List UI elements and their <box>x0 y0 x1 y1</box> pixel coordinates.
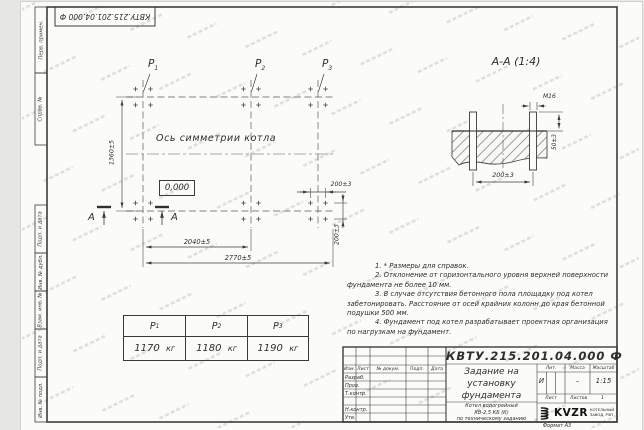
scale-value: 1:15 <box>595 377 612 385</box>
section-letter-right: А <box>171 212 178 223</box>
load-point-label-p2: $P_2$ <box>255 58 266 73</box>
title-block-doc-number: КВТУ.215.201.04.000 Ф <box>446 349 623 363</box>
dim-2770: 2770±5 <box>224 254 252 262</box>
side-cell-inv-podl: Инв. № подл. <box>38 381 45 418</box>
lit-value: И <box>538 377 545 385</box>
company-subtitle: КОТЕЛЬНЫЙ ЗАВОД, РЭП <box>589 408 615 417</box>
format-note: Формат А3 <box>542 423 572 429</box>
dim-50: 50±3 <box>552 134 558 150</box>
side-cell-inv-dubl: Инв. № дубл. <box>38 254 44 290</box>
col-izm: Изм. <box>344 366 355 372</box>
drawing-subtitle-line2: КВ-2,5 КБ (К) <box>474 409 509 416</box>
load-table-value-p2: 1180 кг <box>185 336 246 360</box>
notes-block <box>347 262 611 337</box>
drawing-title-line3: фундамента <box>461 391 522 401</box>
elevation-mark: 0,000 <box>159 180 195 196</box>
col-podp: Подп. <box>410 366 424 372</box>
note-3: 3. В случае отсутствия бетонного пола площадку под котел забетонировать. Расстояние от осей крайних колонн до края бетонной подушки 500 мм. <box>347 290 605 318</box>
dim-m16: M16 <box>543 93 556 100</box>
row-nkontr: Н.контр. <box>345 406 368 413</box>
load-point-label-p3: $P_3$ <box>322 58 333 73</box>
sheets-label: Листов <box>570 395 588 401</box>
dim-1360: 1360±5 <box>108 140 116 165</box>
side-cell-podp-data-2: Подп. и дата <box>38 335 44 371</box>
row-tkontr: Т.контр. <box>345 390 367 397</box>
kvzr-coil-icon <box>539 406 552 420</box>
section-letter-left: А <box>88 212 95 223</box>
col-list: Лист <box>357 366 369 372</box>
side-cell-podp-data-1: Подп. и дата <box>38 211 44 247</box>
load-table <box>123 315 309 361</box>
drawing-subtitle-line3: по техническому заданию <box>456 416 527 422</box>
note-4: 4. Фундамент под котел разрабатывает проектная организация по нагрузкам на фундамент. <box>347 318 608 336</box>
load-table-value-p3: 1190 кг <box>247 336 308 360</box>
col-docnum: № докум. <box>376 366 400 372</box>
side-cell-sprav-n: Справ. № <box>38 96 44 122</box>
drawing-title-line1: Задание на <box>464 367 519 377</box>
row-prov: Пров. <box>345 382 360 389</box>
drawing-subtitle-line1: Котел водогрейный <box>465 403 518 409</box>
section-title: А-А (1:4) <box>491 55 541 68</box>
dim-200-section: 200±3 <box>492 171 514 179</box>
row-utv: Утв. <box>345 414 356 421</box>
load-point-label-p1: $P_1$ <box>148 58 159 73</box>
top-stamp-doc-number: КВТУ.215.201.04.000 Ф <box>59 12 151 21</box>
note-1: 1. * Размеры для справок. <box>375 262 469 270</box>
mass-label: Масса <box>570 365 585 371</box>
dim-bolt-spacing-x: 200±3 <box>330 181 352 188</box>
company-logo <box>539 404 617 421</box>
col-data: Дата <box>431 366 443 372</box>
load-table-value-p1: 1170 кг <box>124 336 185 360</box>
note-2: 2. Отклонение от горизонтального уровня верхней поверхности фундамента не более 10 мм. <box>347 271 609 289</box>
sheets-value: 1 <box>601 395 604 401</box>
dim-bolt-spacing-y: 200±3 <box>333 224 341 245</box>
load-table-header-p3: P 3 <box>247 316 308 336</box>
load-table-header-p1: P 1 <box>149 320 160 332</box>
load-table-header-p2: P 2 <box>185 316 246 336</box>
symmetry-axis-label: Ось симметрии котла <box>156 133 277 144</box>
row-razrab: Разраб. <box>345 374 365 381</box>
sheet-label: Лист <box>545 395 557 401</box>
dim-2040: 2040±5 <box>183 238 211 246</box>
scale-label: Масштаб <box>592 365 615 371</box>
side-cell-perv-primen: Перв. примен. <box>38 20 45 60</box>
lit-label: Лит. <box>545 365 557 371</box>
company-name: KVZR <box>554 406 588 419</box>
side-cell-vzam-inv: Взам. инв. № <box>38 292 45 328</box>
mass-value: – <box>575 377 580 385</box>
drawing-title-line2: установку <box>467 379 516 389</box>
